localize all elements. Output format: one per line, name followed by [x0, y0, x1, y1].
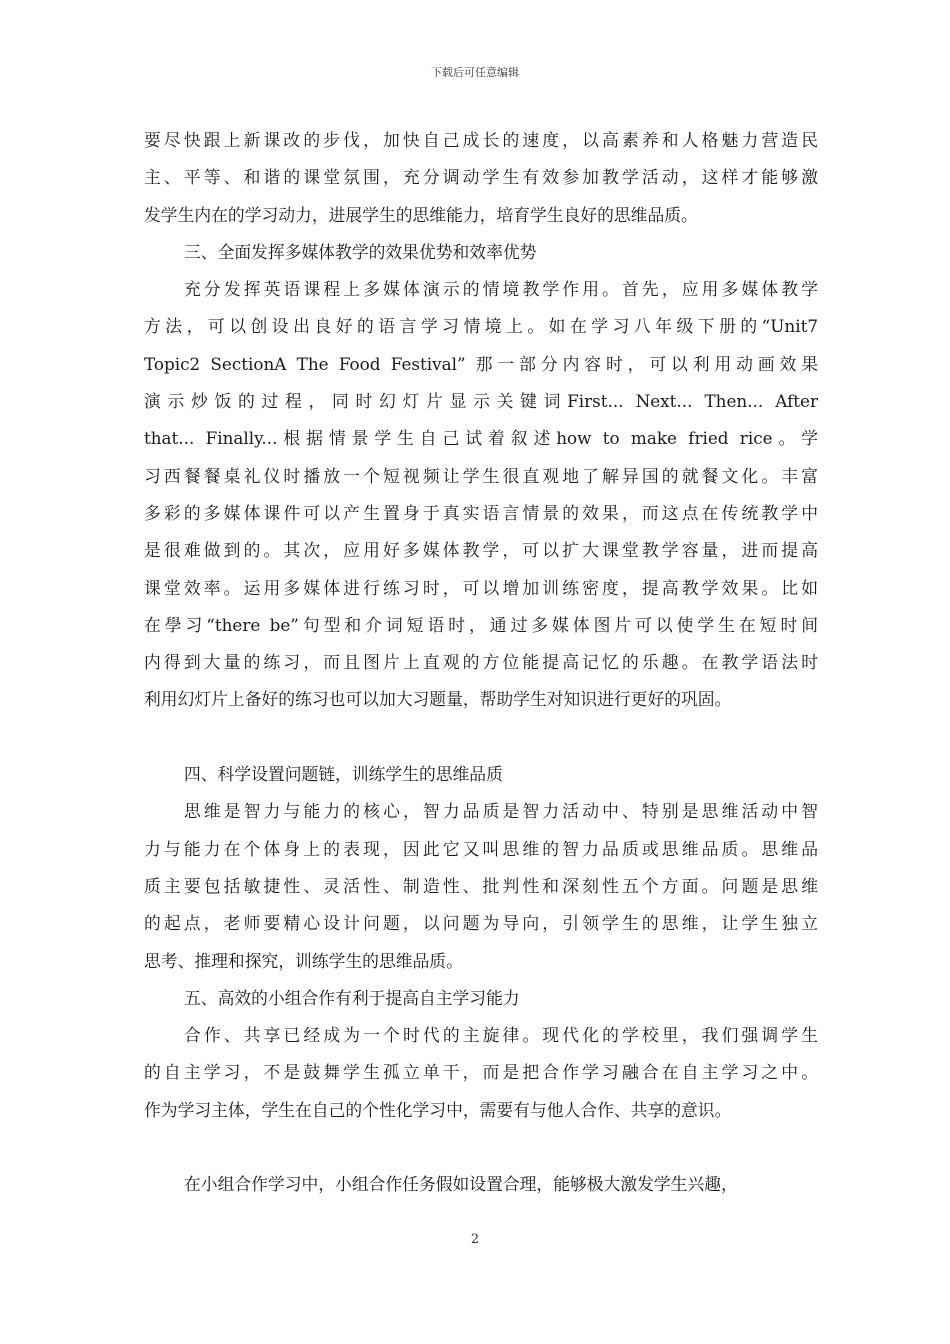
paragraph-line: that... Finally...根据情景学生自己试着叙述how to make fried rice。学 [144, 428, 818, 449]
paragraph-line: 习西餐餐桌礼仪时播放一个短视频让学生很直观地了解异国的就餐文化。丰富 [144, 465, 818, 486]
paragraph-spacer [144, 719, 818, 756]
section-heading-5: 五、高效的小组合作有利于提高自主学习能力 [184, 987, 520, 1008]
paragraph-line: 在學习“there be”句型和介词短语时，通过多媒体图片可以使学生在短时间 [144, 614, 818, 635]
paragraph-line: 作为学习主体，学生在自己的个性化学习中，需要有与他人合作、共享的意识。 [144, 1099, 732, 1120]
paragraph-line: 利用幻灯片上备好的练习也可以加大习题量，帮助学生对知识进行更好的巩固。 [144, 689, 732, 710]
paragraph-line: 课堂效率。运用多媒体进行练习时，可以增加训练密度，提高教学效果。比如 [144, 577, 818, 598]
paragraph-line: 方法，可以创设出良好的语言学习情境上。如在学习八年级下册的“Unit7 [144, 316, 818, 337]
paragraph-line: 要尽快跟上新课改的步伐，加快自己成长的速度，以高素养和人格魅力营造民 [144, 130, 818, 150]
paragraph-line: 多彩的多媒体课件可以产生置身于真实语言情景的效果，而这点在传统教学中 [144, 502, 818, 523]
paragraph-line: 思考、推理和探究，训练学生的思维品质。 [144, 950, 463, 971]
document-body [144, 122, 818, 1204]
section-heading-4: 四、科学设置问题链，训练学生的思维品质 [184, 764, 503, 785]
paragraph-line: 是很难做到的。其次，应用好多媒体教学，可以扩大课堂教学容量，进而提高 [144, 540, 818, 561]
section-heading-3: 三、全面发挥多媒体教学的效果优势和效率优势 [184, 241, 537, 262]
paragraph-line: 充分发挥英语课程上多媒体演示的情境教学作用。首先，应用多媒体教学 [184, 279, 818, 300]
paragraph-line: 合作、共享已经成为一个时代的主旋律。现代化的学校里，我们强调学生 [184, 1025, 818, 1046]
paragraph-line: 的起点，老师要精心设计问题，以问题为导向，引领学生的思维，让学生独立 [144, 913, 818, 934]
paragraph-spacer [144, 1129, 818, 1166]
paragraph-line: 质主要包括敏捷性、灵活性、制造性、批判性和深刻性五个方面。问题是思维 [144, 875, 818, 896]
paragraph-line: Topic2 SectionA The Food Festival” 那一部分内容时，可以利用动画效果 [144, 353, 818, 374]
page-header: 下载后可任意编辑 [431, 66, 519, 79]
paragraph-line: 在小组合作学习中，小组合作任务假如设置合理，能够极大激发学生兴趣， [184, 1174, 738, 1195]
page-number: 2 [470, 1232, 480, 1247]
paragraph-line: 力与能力在个体身上的表现，因此它又叫思维的智力品质或思维品质。思维品 [144, 838, 818, 859]
paragraph-line: 的自主学习，不是鼓舞学生孤立单干，而是把合作学习融合在自主学习之中。 [144, 1062, 818, 1083]
paragraph-line: 思维是智力与能力的核心，智力品质是智力活动中、特别是思维活动中智 [184, 801, 818, 822]
paragraph-line: 发学生内在的学习动力，进展学生的思维能力，培育学生良好的思维品质。 [144, 204, 698, 225]
paragraph-line: 内得到大量的练习，而且图片上直观的方位能提高记忆的乐趣。在教学语法时 [144, 652, 818, 673]
paragraph-line: 主、平等、和谐的课堂氛围，充分调动学生有效参加教学活动，这样才能够激 [144, 167, 818, 188]
paragraph-line: 演示炒饭的过程，同时幻灯片显示关键词First... Next... Then... After [144, 391, 818, 412]
